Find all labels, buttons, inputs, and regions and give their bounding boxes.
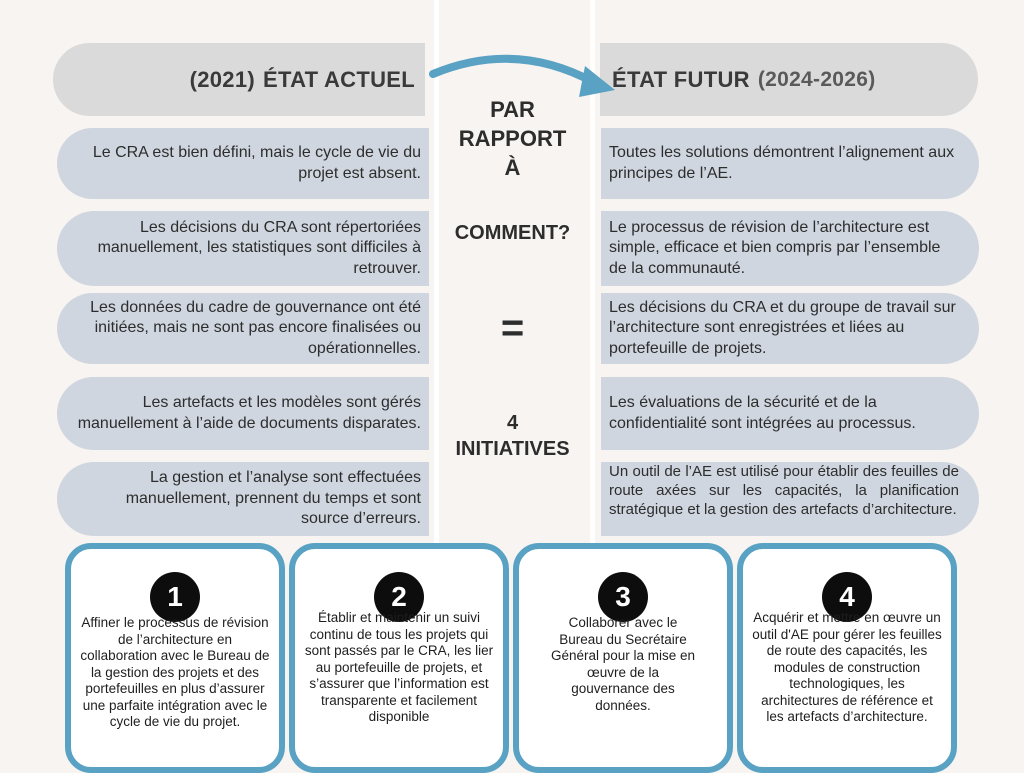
center-label-initiatives: 4 INITIATIVES [455, 412, 570, 460]
current-state-item-2: Les décisions du CRA sont répertoriées manuellement, les statistiques sont difficiles à retrouver. [57, 211, 429, 286]
current-state-item-3: Les données du cadre de gouvernance ont été initiées, mais ne sont pas encore finalisées ou opérationnelles. [57, 293, 429, 364]
future-state-item-1: Toutes les solutions démontrent l’alignement aux principes de l’AE. [601, 128, 979, 199]
initiative-card-3 [513, 543, 733, 773]
initiative-text-3: Collaborer avec le Bureau du Secrétaire Général pour la mise en œuvre de la gouvernance des données. [550, 615, 696, 713]
initiative-number-4: 4 [822, 572, 872, 622]
current-state-item-1: Le CRA est bien défini, mais le cycle de vie du projet est absent. [57, 128, 429, 199]
current-state-item-4: Les artefacts et les modèles sont gérés manuellement à l’aide de documents disparates. [57, 377, 429, 450]
current-state-year: (2021) [189, 66, 256, 92]
initiative-text-1: Affiner le processus de révision de l’architecture en collaboration avec le Bureau de la gestion des projets et des portefeuilles en plus d’assurer une parfaite intégration avec le cycle de vie du projet. [80, 615, 270, 729]
initiative-number-1: 1 [150, 572, 200, 622]
current-state-item-5: La gestion et l’analyse sont effectuées manuellement, prennent du temps et sont source d’erreurs. [57, 462, 429, 536]
equals-sign: = [500, 306, 525, 350]
future-state-item-3: Les décisions du CRA et du groupe de travail sur l’architecture sont enregistrées et liées au portefeuille de projets. [601, 293, 979, 364]
future-state-item-2: Le processus de révision de l’architecture est simple, efficace et bien compris par l’ensemble de la communauté. [601, 211, 979, 286]
future-state-header [600, 43, 978, 116]
center-label-par-rapport: PAR RAPPORT À [458, 97, 567, 180]
initiative-card-1 [65, 543, 285, 773]
initiative-text-2: Établir et maintenir un suivi continu de tous les projets qui sont passés par le CRA, les lier au portefeuille de projets, et s’assurer que l’information est transparente et facilement disponible [304, 610, 494, 724]
initiative-number-3: 3 [598, 572, 648, 622]
initiative-number-2: 2 [374, 572, 424, 622]
future-state-item-4: Les évaluations de la sécurité et de la confidentialité sont intégrées au processus. [601, 377, 979, 450]
initiative-card-2 [289, 543, 509, 773]
current-state-header [53, 43, 425, 116]
current-state-title: ÉTAT ACTUEL [263, 66, 415, 92]
center-label-comment: COMMENT? [454, 222, 571, 244]
initiative-card-4 [737, 543, 957, 773]
future-state-title: ÉTAT FUTUR [612, 66, 750, 92]
future-state-item-5: Un outil de l’AE est utilisé pour établir des feuilles de route axées sur les capacités, la planification stratégique et la gestion des artefacts d’architecture. [601, 462, 979, 536]
initiative-text-4: Acquérir et mettre en œuvre un outil d'AE pour gérer les feuilles de route des capacités, les modules de construction technologiques, les architectures de référence et les artefacts d’architecture. [752, 610, 942, 724]
future-state-year: (2024-2026) [757, 67, 876, 91]
